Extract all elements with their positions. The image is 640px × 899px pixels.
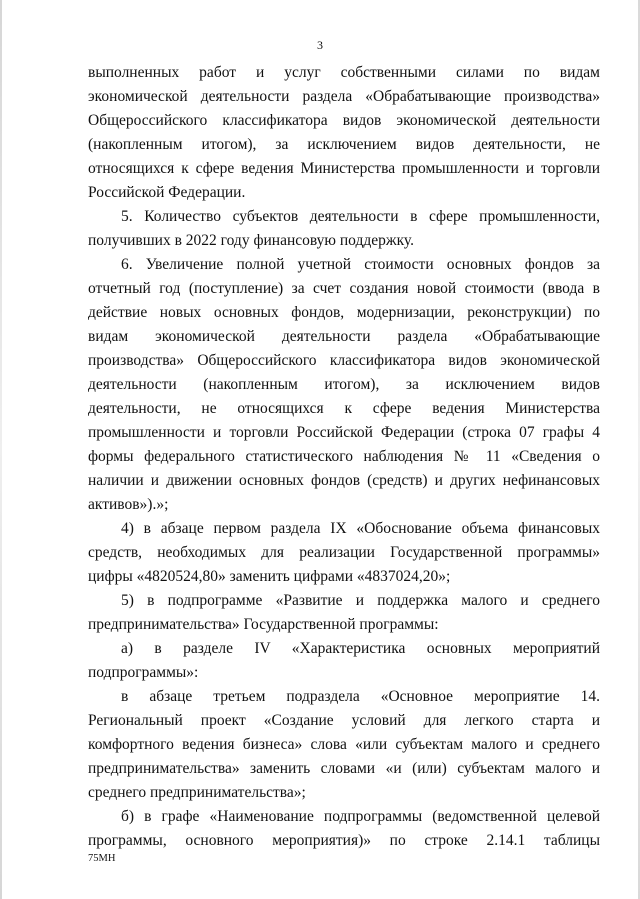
- text-line: производства» Общероссийского классификатора видов экономической: [88, 352, 600, 369]
- text-line: получивших в 2022 году финансовую поддержку.: [88, 232, 414, 249]
- text-line: деятельности, не относящихся к сфере ведения Министерства: [88, 400, 600, 417]
- text-line: деятельности (накопленным итогом), за исключением видов: [88, 376, 600, 393]
- page-number: 3: [317, 38, 323, 52]
- text-line: в абзаце третьем подраздела «Основное мероприятие 14.: [121, 688, 600, 705]
- text-line: действие новых основных фондов, модернизации, реконструкции) по: [88, 304, 600, 321]
- text-line: (накопленным итогом), за исключением видов деятельности, не: [88, 136, 600, 153]
- text-line: Российской Федерации.: [88, 184, 246, 201]
- text-line: экономической деятельности раздела «Обрабатывающие производства»: [88, 88, 600, 105]
- text-line: среднего предпринимательства»;: [88, 784, 306, 801]
- text-line: относящихся к сфере ведения Министерства промышленности и торговли: [88, 160, 600, 177]
- text-line: средств, необходимых для реализации Государственной программы»: [88, 544, 600, 561]
- text-line: отчетный год (поступление) за счет создания новой стоимости (ввода в: [88, 280, 600, 297]
- text-line: программы, основного мероприятия)» по строке 2.14.1 таблицы: [88, 832, 600, 849]
- text-line: комфортного ведения бизнеса» слова «или субъектам малого и среднего: [88, 736, 600, 753]
- text-line: 4) в абзаце первом раздела IX «Обоснование объема финансовых: [121, 520, 600, 537]
- text-line: выполненных работ и услуг собственными силами по видам: [88, 64, 600, 81]
- text-line: 5. Количество субъектов деятельности в сфере промышленности,: [121, 208, 600, 225]
- text-line: наличии и движении основных фондов (средств) и других нефинансовых: [88, 472, 600, 489]
- footer-document-code: 75МН: [88, 853, 116, 864]
- text-line: 5) в подпрограмме «Развитие и поддержка малого и среднего: [121, 592, 600, 609]
- text-line: подпрограммы»:: [88, 664, 199, 681]
- text-line: активов»).»;: [88, 496, 169, 513]
- text-line: предпринимательства» заменить словами «и (или) субъектам малого и: [88, 760, 600, 777]
- text-line: б) в графе «Наименование подпрограммы (ведомственной целевой: [121, 808, 600, 825]
- text-line: предпринимательства» Государственной программы:: [88, 616, 439, 633]
- text-line: формы федерального статистического наблюдения № 11 «Сведения о: [88, 448, 600, 465]
- text-line: видам экономической деятельности раздела «Обрабатывающие: [88, 328, 600, 345]
- text-line: промышленности и торговли Российской Федерации (строка 07 графы 4: [88, 424, 600, 441]
- text-line: Общероссийского классификатора видов экономической деятельности: [88, 112, 600, 129]
- text-line: цифры «4820524,80» заменить цифрами «4837024,20»;: [88, 568, 451, 585]
- text-line: 6. Увеличение полной учетной стоимости основных фондов за: [121, 256, 600, 273]
- text-line: а) в разделе IV «Характеристика основных мероприятий: [121, 640, 600, 657]
- text-line: Региональный проект «Создание условий для легкого старта и: [88, 712, 600, 729]
